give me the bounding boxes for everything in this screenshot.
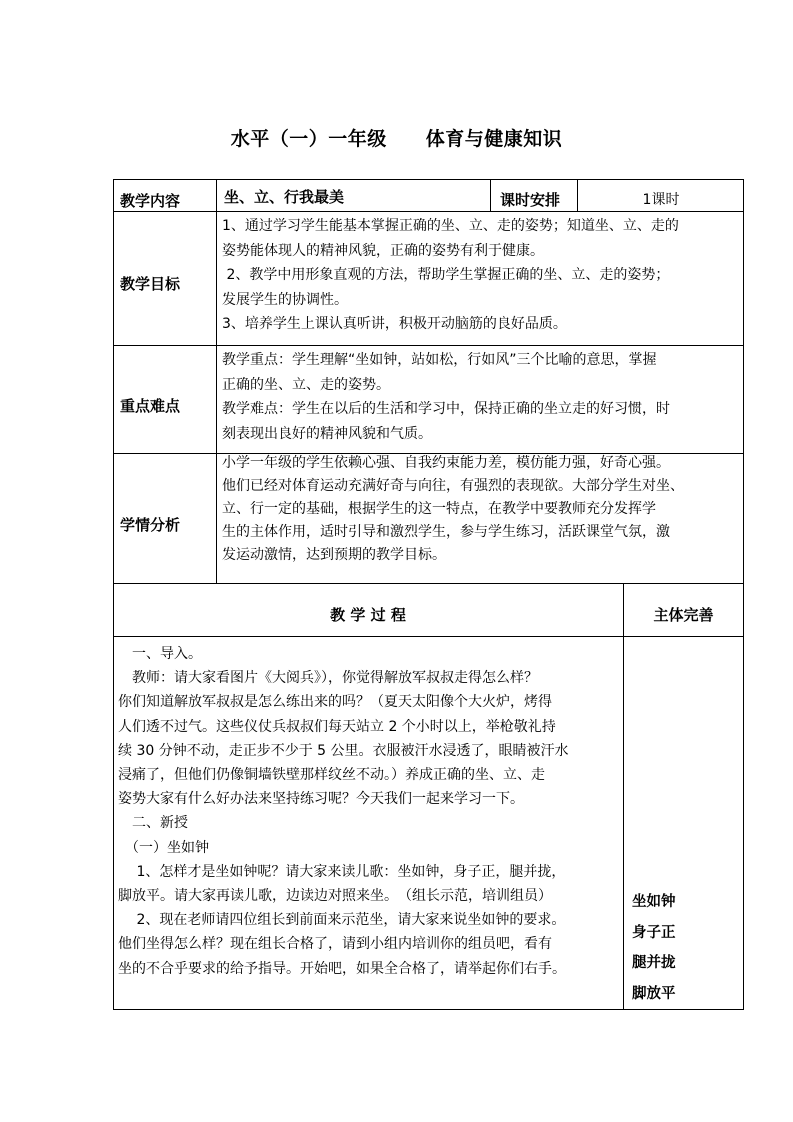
side-notes [632, 887, 676, 1009]
col-divider [216, 179, 217, 583]
objective-line: 2、教学中用形象直观的方法，帮助学生掌握正确的坐、立、走的姿势； [222, 267, 670, 283]
row-divider [113, 345, 744, 346]
key-point-line: 刻表现出良好的精神风貌和气质。 [222, 425, 432, 442]
analysis-line: 发运动激情，达到预期的教学目标。 [222, 547, 446, 563]
process-line: 人们透不过气。这些仪仗兵叔叔们每天站立 2 个小时以上，举枪敬礼持 [118, 718, 556, 735]
key-point-line: 正确的坐、立、走的姿势。 [222, 376, 390, 393]
objective-line: 发展学生的协调性。 [222, 291, 348, 308]
side-header: 主体完善 [653, 606, 714, 624]
analysis-line: 他们已经对体育运动充满好奇与向往，有强烈的表现欲。大部分学生对坐、 [222, 478, 684, 494]
process-line: 一、导入。 [118, 646, 202, 662]
row-divider [113, 636, 744, 637]
process-line: 1、怎样才是坐如钟呢？请大家来读儿歌：坐如钟，身子正，腿并拢， [118, 863, 566, 880]
process-line: 脚放平。请大家再读儿歌，边读边对照来坐。 （组长示范，培训组员） [118, 888, 552, 905]
student-analysis-label: 学情分析 [120, 516, 181, 534]
analysis-line: 小学一年级的学生依赖心强、自我约束能力差，模仿能力强，好奇心强。 [222, 455, 670, 471]
process-line: 2、现在老师请四位组长到前面来示范坐，请大家来说坐如钟的要求。 [118, 912, 566, 929]
key-point-line: 教学难点：学生在以后的生活和学习中，保持正确的坐立走的好习惯，时 [222, 401, 670, 417]
objectives-label: 教学目标 [120, 275, 181, 293]
schedule-label: 课时安排 [500, 191, 561, 209]
process-line: 浸痛了，但他们仍像铜墙铁壁那样纹丝不动。）养成正确的坐、立、走 [118, 767, 545, 784]
objective-line: 3、培养学生上课认真听讲，积极开动脑筋的良好品质。 [222, 316, 567, 332]
page-title: 水平（一）一年级 体育与健康知识 [230, 128, 563, 150]
process-line: 姿势大家有什么好办法来坚持练习呢？今天我们一起来学习一下。 [118, 791, 524, 808]
teaching-content-value: 坐、立、行我最美 [224, 188, 345, 206]
teaching-content-label: 教学内容 [120, 192, 181, 210]
process-line: 二、新授 [118, 815, 188, 832]
side-note: 身子正 [632, 924, 676, 941]
process-line: 他们坐得怎么样？现在组长合格了，请到小组内培训你的组员吧，看有 [118, 936, 552, 953]
process-line: 坐的不合乎要求的给予指导。开始吧，如果全合格了，请举起你们右手。 [118, 960, 566, 977]
analysis-line: 生的主体作用，适时引导和激烈学生，参与学生练习，活跃课堂气氛，激 [222, 524, 670, 540]
process-line: 续 30 分钟不动，走正步不少于 5 公里。衣服被汗水浸透了，眼睛被汗水 [118, 742, 569, 759]
key-point-line: 教学重点：学生理解“坐如钟，站如松，行如风”三个比喻的意思，掌握 [222, 352, 657, 368]
analysis-line: 立、行一定的基础，根据学生的这一特点，在教学中要教师充分发挥学 [222, 501, 656, 517]
objectives-text [222, 214, 679, 337]
process-header: 教 学 过 程 [330, 606, 406, 624]
side-note: 腿并拢 [632, 955, 676, 971]
side-note: 坐如钟 [632, 894, 676, 910]
side-note: 脚放平 [632, 985, 676, 1002]
key-points-text [222, 348, 670, 446]
process-text [118, 642, 569, 981]
row-divider [113, 211, 744, 212]
key-points-label: 重点难点 [120, 397, 181, 415]
col-divider [490, 179, 491, 211]
col-divider [623, 583, 624, 1010]
objective-line: 1、通过学习学生能基本掌握正确的坐、立、走的姿势；知道坐、立、走的 [222, 218, 679, 234]
process-line: （一）坐如钟 [118, 839, 209, 856]
row-divider [113, 583, 744, 584]
student-analysis-text [222, 452, 684, 567]
process-line: 你们知道解放军叔叔是怎么练出来的吗？（夏天太阳像个大火炉，烤得 [118, 694, 552, 711]
schedule-value: 1课时 [642, 192, 680, 208]
objective-line: 姿势能体现人的精神风貌，正确的姿势有利于健康。 [222, 242, 544, 259]
process-line: 教师：请大家看图片《大阅兵》），你觉得解放军叔叔走得怎么样？ [118, 670, 538, 687]
